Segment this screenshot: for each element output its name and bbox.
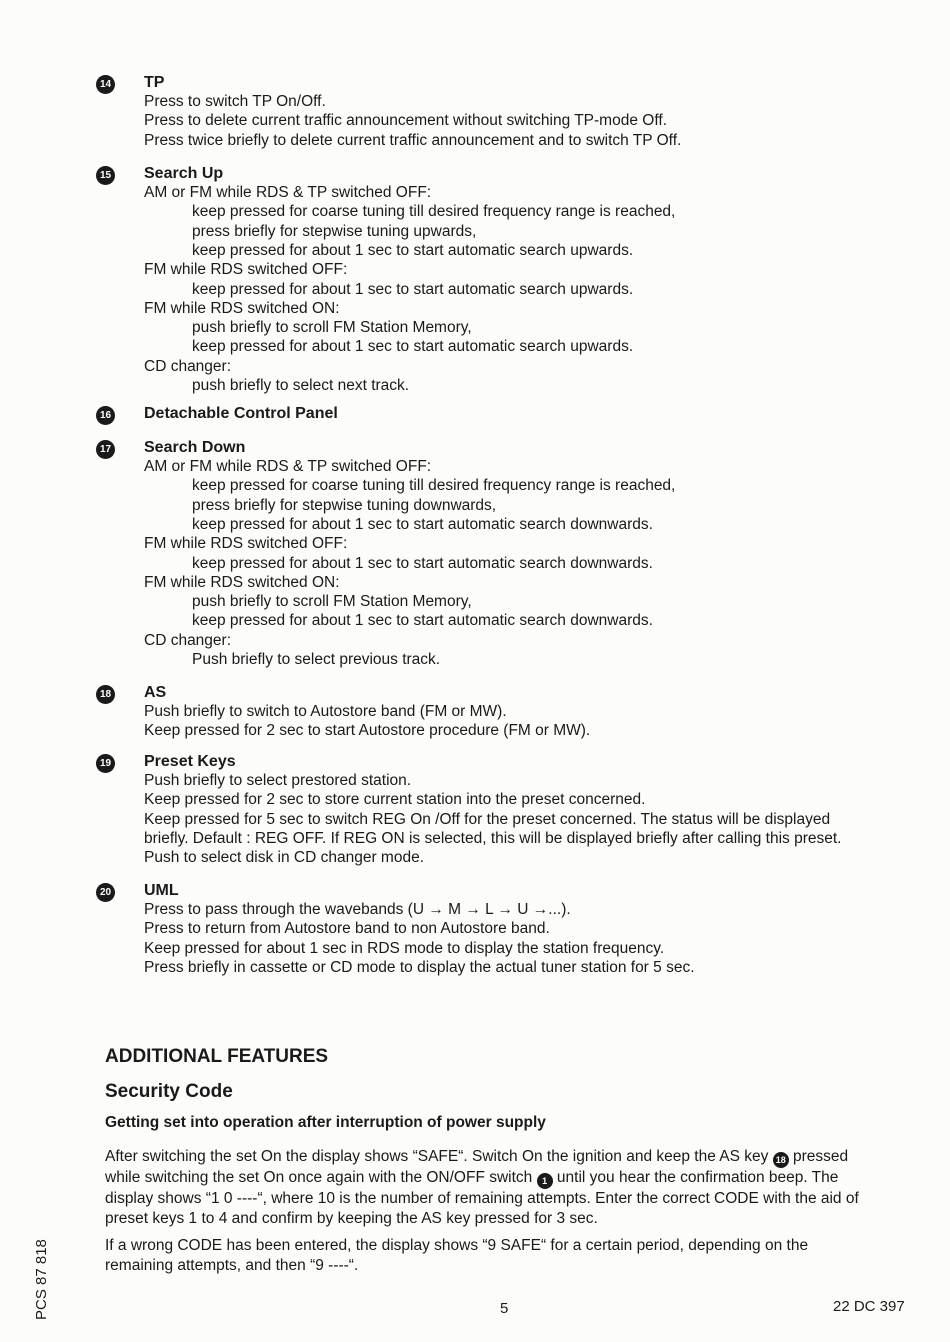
paragraph-wrong-code — [105, 1236, 808, 1276]
item-body-line: Keep pressed for about 1 sec in RDS mode to display the station frequency. — [144, 939, 665, 957]
item-body-line: Keep pressed for 2 sec to store current station into the preset concerned. — [144, 791, 646, 809]
item-body-line: keep pressed for coarse tuning till desired frequency range is reached, — [192, 203, 676, 221]
item-body-line: keep pressed for about 1 sec to start automatic search downwards. — [192, 554, 653, 572]
number-badge-icon: 16 — [96, 406, 115, 425]
paragraph-line: If a wrong CODE has been entered, the display shows “9 SAFE“ for a certain period, depending on the — [105, 1237, 809, 1254]
paragraph-line: remaining attempts, and then “9 ----“. — [105, 1257, 359, 1274]
number-badge-icon: 18 — [96, 685, 115, 704]
item-body-line: push briefly to scroll FM Station Memory, — [192, 593, 472, 611]
item-body-line: push briefly to scroll FM Station Memory, — [192, 319, 472, 337]
item-body-line: keep pressed for coarse tuning till desired frequency range is reached, — [192, 477, 676, 495]
item-body-line: Press to pass through the wavebands (U → M → L → U →...). — [144, 901, 571, 918]
item-title: TP — [144, 74, 165, 91]
item-body-line: FM while RDS switched ON: — [144, 299, 340, 317]
item-body-line: Press to switch TP On/Off. — [144, 93, 326, 110]
item-body-line: Push to select disk in CD changer mode. — [144, 849, 424, 867]
item-body-line: keep pressed for about 1 sec to start automatic search downwards. — [192, 612, 653, 630]
item-title: UML — [144, 882, 179, 899]
item-title: AS — [144, 684, 167, 701]
section-subsubheading: Getting set into operation after interruption of power supply — [105, 1114, 546, 1131]
item-body-line: Push briefly to switch to Autostore band (FM or MW). — [144, 703, 507, 720]
paragraph-line: while switching the set On once again with the ON/OFF switch 1 until you hear the confirmation beep. The — [105, 1168, 859, 1189]
item-title: Search Down — [144, 439, 246, 456]
item-body-line: Push briefly to select prestored station. — [144, 772, 412, 789]
number-badge-icon: 20 — [96, 883, 115, 902]
section-heading: ADDITIONAL FEATURES — [105, 1046, 329, 1067]
item-body-line: CD changer: — [144, 631, 232, 649]
paragraph-line: display shows “1 0 ----“, where 10 is the number of remaining attempts. Enter the correct CODE with the aid of — [105, 1190, 859, 1207]
item-body-line: FM while RDS switched OFF: — [144, 535, 348, 553]
item-body-line: Press to delete current traffic announcement without switching TP-mode Off. — [144, 112, 667, 130]
item-body-line: Keep pressed for 5 sec to switch REG On /Off for the preset concerned. The status will be displayed — [144, 810, 831, 828]
item-title: Search Up — [144, 165, 224, 182]
as-key-badge-icon: 18 — [773, 1152, 789, 1168]
number-badge-icon: 17 — [96, 440, 115, 459]
item-body-line: keep pressed for about 1 sec to start automatic search upwards. — [192, 241, 634, 259]
item-body-line: press briefly for stepwise tuning upwards, — [192, 222, 477, 240]
item-body-line: press briefly for stepwise tuning downwards, — [192, 496, 497, 514]
number-badge-icon: 15 — [96, 166, 115, 185]
number-badge-icon: 19 — [96, 754, 115, 773]
number-badge-icon: 14 — [96, 75, 115, 94]
side-document-code: PCS 87 818 — [33, 1239, 50, 1320]
item-body-line: Press to return from Autostore band to non Autostore band. — [144, 920, 550, 938]
item-body-line: Press briefly in cassette or CD mode to display the actual tuner station for 5 sec. — [144, 958, 695, 976]
item-title: Detachable Control Panel — [144, 405, 338, 422]
section-subheading: Security Code — [105, 1081, 233, 1102]
item-body-line: Push briefly to select previous track. — [192, 651, 441, 668]
item-body-line: keep pressed for about 1 sec to start automatic search upwards. — [192, 338, 634, 356]
item-body-line: AM or FM while RDS & TP switched OFF: — [144, 458, 432, 475]
item-title: Preset Keys — [144, 753, 236, 770]
item-body-line: briefly. Default : REG OFF. If REG ON is selected, this will be displayed briefly after calling this preset. — [144, 829, 842, 847]
paragraph-line: preset keys 1 to 4 and confirm by keeping the AS key pressed for 3 sec. — [105, 1210, 598, 1227]
paragraph-line: After switching the set On the display shows “SAFE“. Switch On the ignition and keep the AS key 18 pressed — [105, 1147, 859, 1168]
on-off-switch-badge-icon: 1 — [537, 1173, 553, 1189]
page-number: 5 — [500, 1300, 509, 1317]
item-body-line: keep pressed for about 1 sec to start automatic search upwards. — [192, 280, 634, 298]
paragraph-safe-mode — [105, 1147, 859, 1229]
item-body-line: CD changer: — [144, 357, 232, 375]
item-body-line: FM while RDS switched ON: — [144, 573, 340, 591]
item-body-line: AM or FM while RDS & TP switched OFF: — [144, 184, 432, 201]
item-body-line: FM while RDS switched OFF: — [144, 261, 348, 279]
item-body-line: push briefly to select next track. — [192, 377, 410, 394]
document-reference: 22 DC 397 — [833, 1298, 905, 1315]
item-body-line: Keep pressed for 2 sec to start Autostore procedure (FM or MW). — [144, 722, 591, 740]
item-body-line: keep pressed for about 1 sec to start automatic search downwards. — [192, 515, 653, 533]
item-body-line: Press twice briefly to delete current traffic announcement and to switch TP Off. — [144, 131, 682, 149]
